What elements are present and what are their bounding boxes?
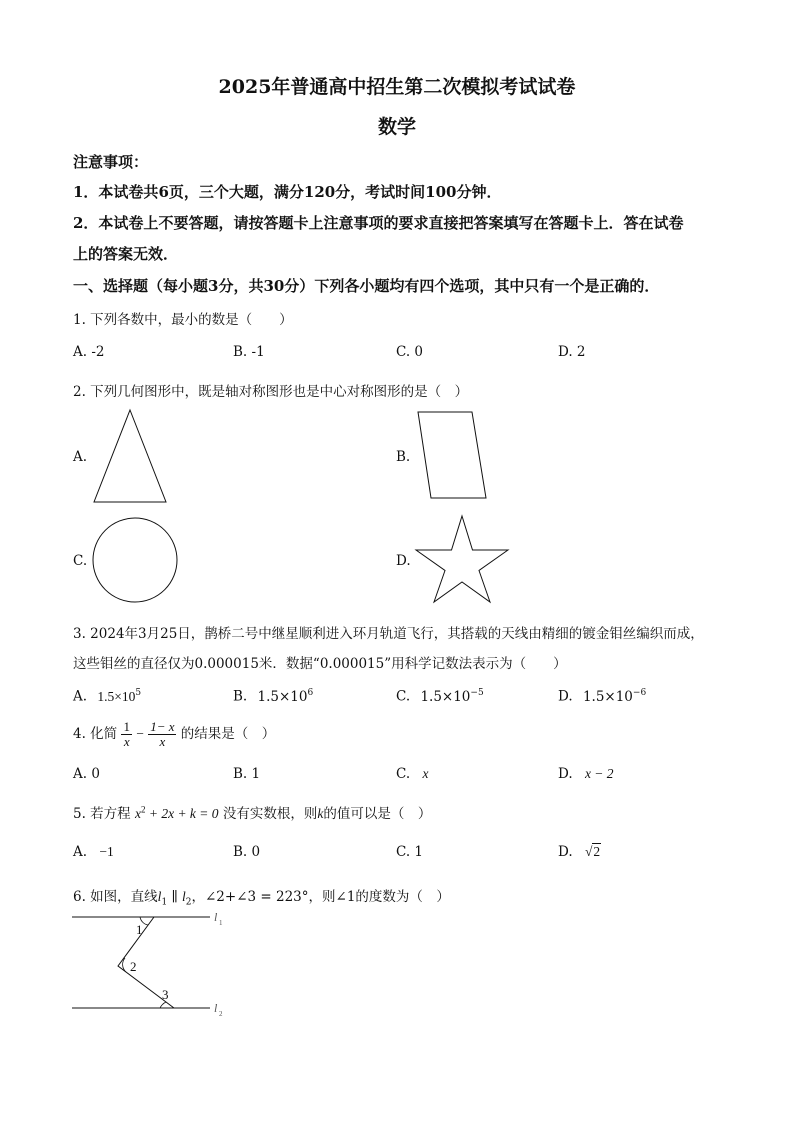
q3-option-a: [73, 688, 141, 705]
q5-option-c: C. 1: [396, 844, 424, 860]
q3-option-c-label: C.: [396, 688, 411, 705]
q5-suffix: 的值可以是（ ）: [323, 806, 432, 822]
circle-icon: [90, 516, 180, 604]
notice-heading: 注意事项：: [73, 153, 149, 171]
q5-equation-exponent: 2: [140, 804, 146, 815]
q3-option-a-label: A.: [73, 688, 88, 705]
q3-option-a-mantissa: 1.5×10: [97, 688, 136, 704]
q6-l1: l: [157, 889, 162, 904]
q3-option-d-exponent: −6: [632, 688, 647, 698]
q1-option-a: A. -2: [73, 344, 105, 360]
q5-option-d-label: D.: [558, 844, 573, 860]
q3-option-c-exponent: −5: [470, 688, 484, 698]
question-1-stem: 1. 下列各数中，最小的数是（ ）: [73, 312, 293, 328]
l1-label: l: [214, 910, 218, 924]
l2-label: l: [214, 1001, 218, 1015]
q4-option-d: [558, 766, 614, 782]
notice-item-1: 1．本试卷共6页，三个大题，满分120分，考试时间100分钟．: [73, 183, 502, 201]
q3-option-d-mantissa: 1.5×10: [582, 688, 633, 705]
q3-option-d-label: D.: [558, 688, 573, 705]
notice-item-2-line-2: 上的答案无效．: [73, 245, 179, 263]
q3-option-d: [558, 688, 646, 705]
q4-option-b: B. 1: [233, 766, 261, 782]
angle-1-label: 1: [136, 922, 143, 937]
q1-option-b: B. -1: [233, 344, 265, 360]
exam-title: 2025年普通高中招生第二次模拟考试试卷: [218, 76, 576, 98]
isosceles-triangle-icon: [90, 408, 170, 504]
q3-option-b-label: B.: [233, 688, 248, 705]
q6-l2: l: [182, 889, 186, 904]
question-2-stem: 2. 下列几何图形中，既是轴对称图形也是中心对称图形的是（ ）: [73, 384, 469, 400]
question-3-line-2: 这些钼丝的直径仅为0.000015米．数据“0.000015”用科学记数法表示为（ ）: [73, 656, 567, 672]
q6-condition: ，∠2+∠3 = 223°，则∠1的度数为（ ）: [191, 889, 450, 905]
l1-sub-label: 1: [219, 919, 223, 927]
q5-middle: 没有实数根，则: [222, 806, 318, 822]
q4-fraction-1-numerator: 1: [123, 719, 130, 734]
q4-fraction-2-numerator: 1− x: [150, 719, 175, 734]
q2-option-b-label: B.: [396, 449, 411, 465]
q4-option-c: [396, 766, 428, 782]
q5-equation-x: x: [134, 806, 141, 821]
q4-fraction-2-denominator: x: [159, 734, 166, 749]
q4-fraction-1: [121, 720, 132, 749]
q5-option-a-expr: −1: [99, 844, 114, 859]
q3-option-b-exponent: 6: [307, 688, 314, 698]
q5-option-a-label: A.: [73, 844, 88, 860]
question-3-line-1: 3. 2024年3月25日，鹊桥二号中继星顺利进入环月轨道飞行，其搭载的天线由精细的镀金钼丝编织而成，: [73, 626, 704, 642]
q2-option-a-label: A.: [73, 449, 88, 465]
q1-option-c: C. 0: [396, 344, 424, 360]
question-6-stem: [73, 885, 450, 908]
q1-option-d: D. 2: [558, 344, 586, 360]
q3-option-b: [233, 688, 313, 705]
q4-fraction-1-denominator: x: [123, 734, 130, 749]
q4-prefix: 4. 化简: [73, 726, 118, 742]
q4-option-c-label: C.: [396, 766, 411, 782]
q5-option-d-radicand: 2: [593, 844, 601, 859]
question-5-stem: [73, 802, 431, 822]
angle-3-arc: [160, 1002, 166, 1008]
angle-3-label: 3: [162, 987, 169, 1002]
notice-item-2-line-1: 2．本试卷上不要答题，请按答题卡上注意事项的要求直接把答案填写在答题卡上．答在试卷: [73, 214, 684, 232]
five-point-star-icon: [414, 514, 510, 604]
section-1-heading: 一、选择题（每小题3分，共30分）下列各小题均有四个选项，其中只有一个是正确的．: [73, 277, 660, 295]
q2-option-c-label: C.: [73, 553, 88, 569]
q5-equation-rest: + 2x + k = 0: [145, 806, 219, 821]
q3-option-a-exponent: 5: [135, 688, 142, 698]
l2-sub-label: 2: [219, 1010, 223, 1018]
q4-option-d-label: D.: [558, 766, 573, 782]
q6-l2-sub: 2: [185, 897, 192, 908]
q6-parallel-symbol: ∥: [167, 889, 182, 905]
q5-option-a: [73, 844, 114, 860]
q4-option-c-expr: x: [422, 766, 429, 781]
q6-parallel-lines-figure: [70, 906, 240, 1021]
q4-option-d-expr: x − 2: [584, 766, 614, 781]
q4-suffix: 的结果是（ ）: [180, 726, 276, 742]
q3-option-c: [396, 688, 484, 705]
q6-l1-sub: 1: [161, 897, 168, 908]
q5-prefix: 5. 若方程: [73, 806, 131, 822]
q5-option-b: B. 0: [233, 844, 261, 860]
question-4-stem: [73, 720, 275, 749]
q5-k: k: [317, 806, 324, 821]
q6-prefix: 6. 如图，直线: [73, 889, 158, 905]
q5-option-d: [558, 844, 601, 860]
subject-title: 数学: [377, 116, 416, 138]
q2-option-d-label: D.: [396, 553, 411, 569]
parallelogram-icon: [416, 410, 491, 500]
q4-minus-sign: −: [136, 726, 144, 741]
q3-option-b-mantissa: 1.5×10: [257, 688, 308, 705]
q4-fraction-2: [148, 720, 176, 749]
q3-option-c-mantissa: 1.5×10: [420, 688, 471, 705]
q4-option-a: A. 0: [73, 766, 100, 782]
q5-option-d-sqrt: √2: [584, 844, 601, 859]
angle-2-label: 2: [130, 959, 137, 974]
